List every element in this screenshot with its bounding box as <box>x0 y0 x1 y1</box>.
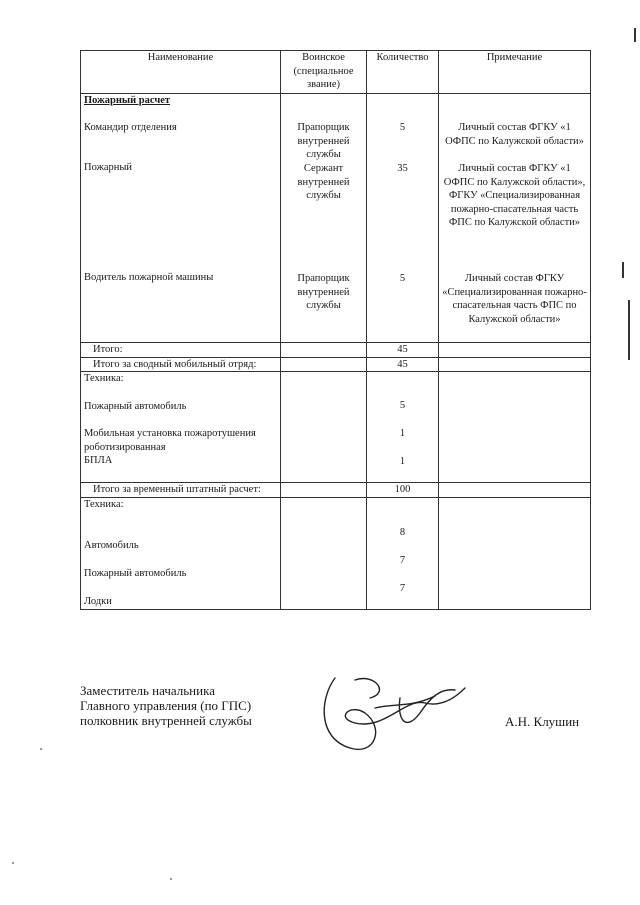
personnel-name-1: Командир отделения <box>84 121 177 133</box>
header-name: Наименование <box>81 51 281 94</box>
personnel-qty-2: 35 <box>397 163 408 174</box>
personnel-note-3: Личный состав ФГКУ «Специализированная пожарно-спасательная часть ФПС по Калужской области» <box>442 273 587 325</box>
personnel-qty-3: 5 <box>399 273 406 284</box>
equipment-qty-2: 1 <box>399 428 406 439</box>
equipment-name-6: Лодки <box>84 596 112 607</box>
equipment-name-3: БПЛА <box>84 455 113 466</box>
personnel-qty-1: 5 <box>399 122 406 133</box>
total2-label: Итого за сводный мобильный отряд: <box>81 357 281 372</box>
equipment-title: Техника: <box>84 373 124 384</box>
personnel-name-3: Водитель пожарной машины <box>84 271 214 283</box>
header-quantity: Количество <box>367 51 439 94</box>
personnel-note-1: Личный состав ФГКУ «1 ОФПС по Калужской области» <box>445 122 584 147</box>
personnel-rank-3: Прапорщик внутренней службы <box>297 273 350 311</box>
signatory-line-1: Заместитель начальника <box>80 683 215 698</box>
equipment-qty-3: 1 <box>399 456 406 467</box>
equipment-qty-4: 8 <box>399 526 406 538</box>
personnel-rank-2: Сержант внутренней службы <box>297 163 350 201</box>
equipment-name-2: Мобильная установка пожаротушения роботизированная <box>84 428 256 453</box>
equipment-block <box>81 497 591 609</box>
equipment-qty-5: 7 <box>399 554 406 566</box>
header-note: Примечание <box>439 51 591 94</box>
scan-mark <box>628 300 630 360</box>
personnel-note-2: Личный состав ФГКУ «1 ОФПС по Калужской области», ФГКУ «Специализированная пожарно-спасательная часть ФПС по Калужской области» <box>443 163 586 228</box>
equipment-name-4: Автомобиль <box>84 540 139 551</box>
scan-dot <box>170 878 172 880</box>
scan-mark <box>622 262 624 278</box>
personnel-block <box>81 94 591 343</box>
equipment-qty-1: 5 <box>399 400 406 411</box>
section-title: Пожарный расчет <box>84 95 171 106</box>
scan-dot <box>40 748 42 750</box>
signatory-line-2: Главного управления (по ГПС) <box>80 698 252 713</box>
total-row <box>81 357 591 372</box>
total1-qty: 45 <box>367 343 439 358</box>
signatory-name: А.Н. Клушин <box>505 714 580 729</box>
total-row <box>81 483 591 498</box>
header-rank: Воинское (специальное звание) <box>281 51 367 94</box>
scan-dot <box>12 862 14 864</box>
equipment-name-5: Пожарный автомобиль <box>84 568 187 579</box>
table-header-row <box>81 51 591 94</box>
handwritten-signature <box>315 668 475 758</box>
staffing-table <box>80 50 591 610</box>
total2-qty: 45 <box>367 357 439 372</box>
equipment-qty-6: 7 <box>399 582 406 594</box>
personnel-name-2: Пожарный <box>84 162 133 173</box>
total1-label: Итого: <box>81 343 281 358</box>
total3-qty: 100 <box>367 483 439 498</box>
signatory-title <box>80 683 252 728</box>
equipment-title: Техника: <box>84 498 124 510</box>
equipment-block <box>81 372 591 483</box>
scan-mark <box>634 28 636 42</box>
equipment-name-1: Пожарный автомобиль <box>84 400 187 412</box>
personnel-rank-1: Прапорщик внутренней службы <box>297 122 350 160</box>
total-row <box>81 343 591 358</box>
signatory-line-3: полковник внутренней службы <box>80 713 252 728</box>
total3-label: Итого за временный штатный расчет: <box>81 483 281 498</box>
